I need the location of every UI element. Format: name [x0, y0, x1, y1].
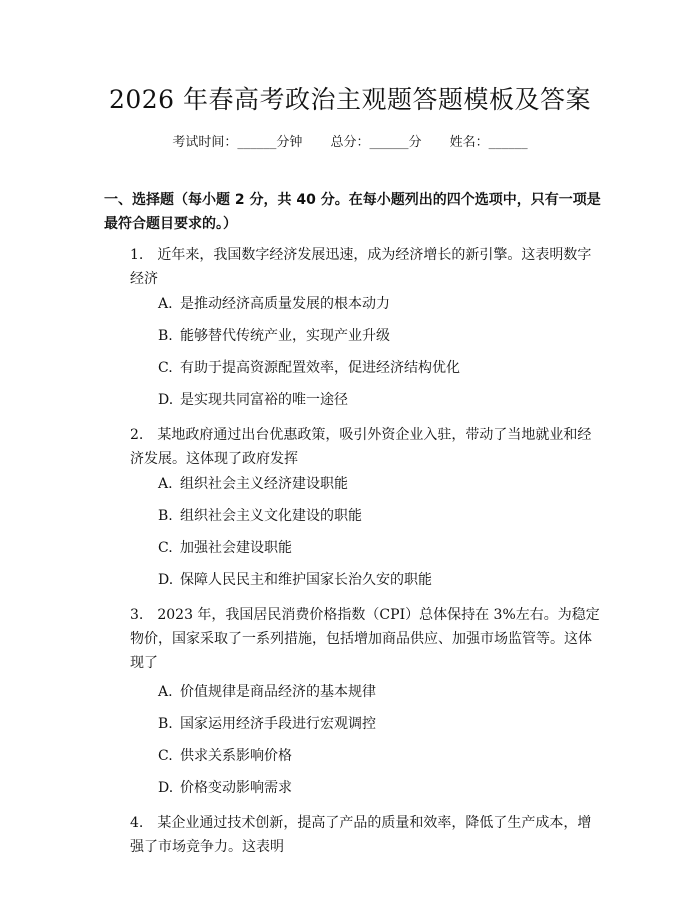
option-text: 加强社会建设职能 — [180, 540, 292, 556]
option — [158, 778, 598, 798]
option — [158, 714, 598, 734]
option — [158, 326, 598, 346]
question-stem: 3. 2023 年，我国居民消费价格指数（CPI）总体保持在 3%左右。为稳定物价，国家采取了一系列措施，包括增加商品供应、加强市场监管等。这体现了 — [130, 607, 600, 671]
question-stem: 2. 某地政府通过出台优惠政策，吸引外资企业入驻，带动了当地就业和经济发展。这体现了政府发挥 — [130, 427, 592, 467]
page-title: 2026 年春高考政治主观题答题模板及答案 — [108, 85, 592, 114]
option-text: 价值规律是商品经济的基本规律 — [180, 684, 376, 700]
option — [158, 682, 598, 702]
option — [158, 746, 598, 766]
exam-meta — [0, 131, 700, 150]
option-text: 保障人民民主和维护国家长治久安的职能 — [180, 572, 432, 588]
exam-time: 考试时间：______分钟 — [172, 135, 303, 150]
option — [158, 390, 598, 410]
option — [158, 358, 598, 378]
option — [158, 294, 598, 314]
option-text: 组织社会主义经济建设职能 — [180, 476, 348, 492]
option-letter: A. — [158, 476, 173, 492]
option-text: 国家运用经济手段进行宏观调控 — [180, 716, 376, 732]
exam-name: 姓名：______ — [449, 135, 528, 150]
option-text: 组织社会主义文化建设的职能 — [180, 508, 362, 524]
option-letter: B. — [158, 328, 173, 344]
option-text: 是实现共同富裕的唯一途径 — [180, 392, 348, 408]
question-stem: 1. 近年来，我国数字经济发展迅速，成为经济增长的新引擎。这表明数字经济 — [130, 247, 592, 287]
option-letter: C. — [158, 748, 173, 764]
option-letter: D. — [158, 392, 174, 408]
option-letter: C. — [158, 360, 173, 376]
option-letter: A. — [158, 296, 173, 312]
option-letter: B. — [158, 716, 173, 732]
option — [158, 570, 598, 590]
option — [158, 506, 598, 526]
option-text: 是推动经济高质量发展的根本动力 — [180, 296, 390, 312]
option-text: 有助于提高资源配置效率，促进经济结构优化 — [180, 360, 460, 376]
option-letter: D. — [158, 780, 174, 796]
section-heading: 一、选择题（每小题 2 分，共 40 分。在每小题列出的四个选项中，只有一项是最符合题目要求的。） — [104, 192, 601, 232]
option-letter: A. — [158, 684, 173, 700]
option-letter: B. — [158, 508, 173, 524]
option — [158, 474, 598, 494]
option-text: 能够替代传统产业，实现产业升级 — [180, 328, 390, 344]
option — [158, 538, 598, 558]
question-stem: 4. 某企业通过技术创新，提高了产品的质量和效率，降低了生产成本，增强了市场竞争力。这表明 — [130, 815, 592, 855]
option-text: 供求关系影响价格 — [180, 748, 292, 764]
exam-score: 总分：______分 — [330, 135, 422, 150]
option-text: 价格变动影响需求 — [180, 780, 292, 796]
option-letter: D. — [158, 572, 174, 588]
option-letter: C. — [158, 540, 173, 556]
